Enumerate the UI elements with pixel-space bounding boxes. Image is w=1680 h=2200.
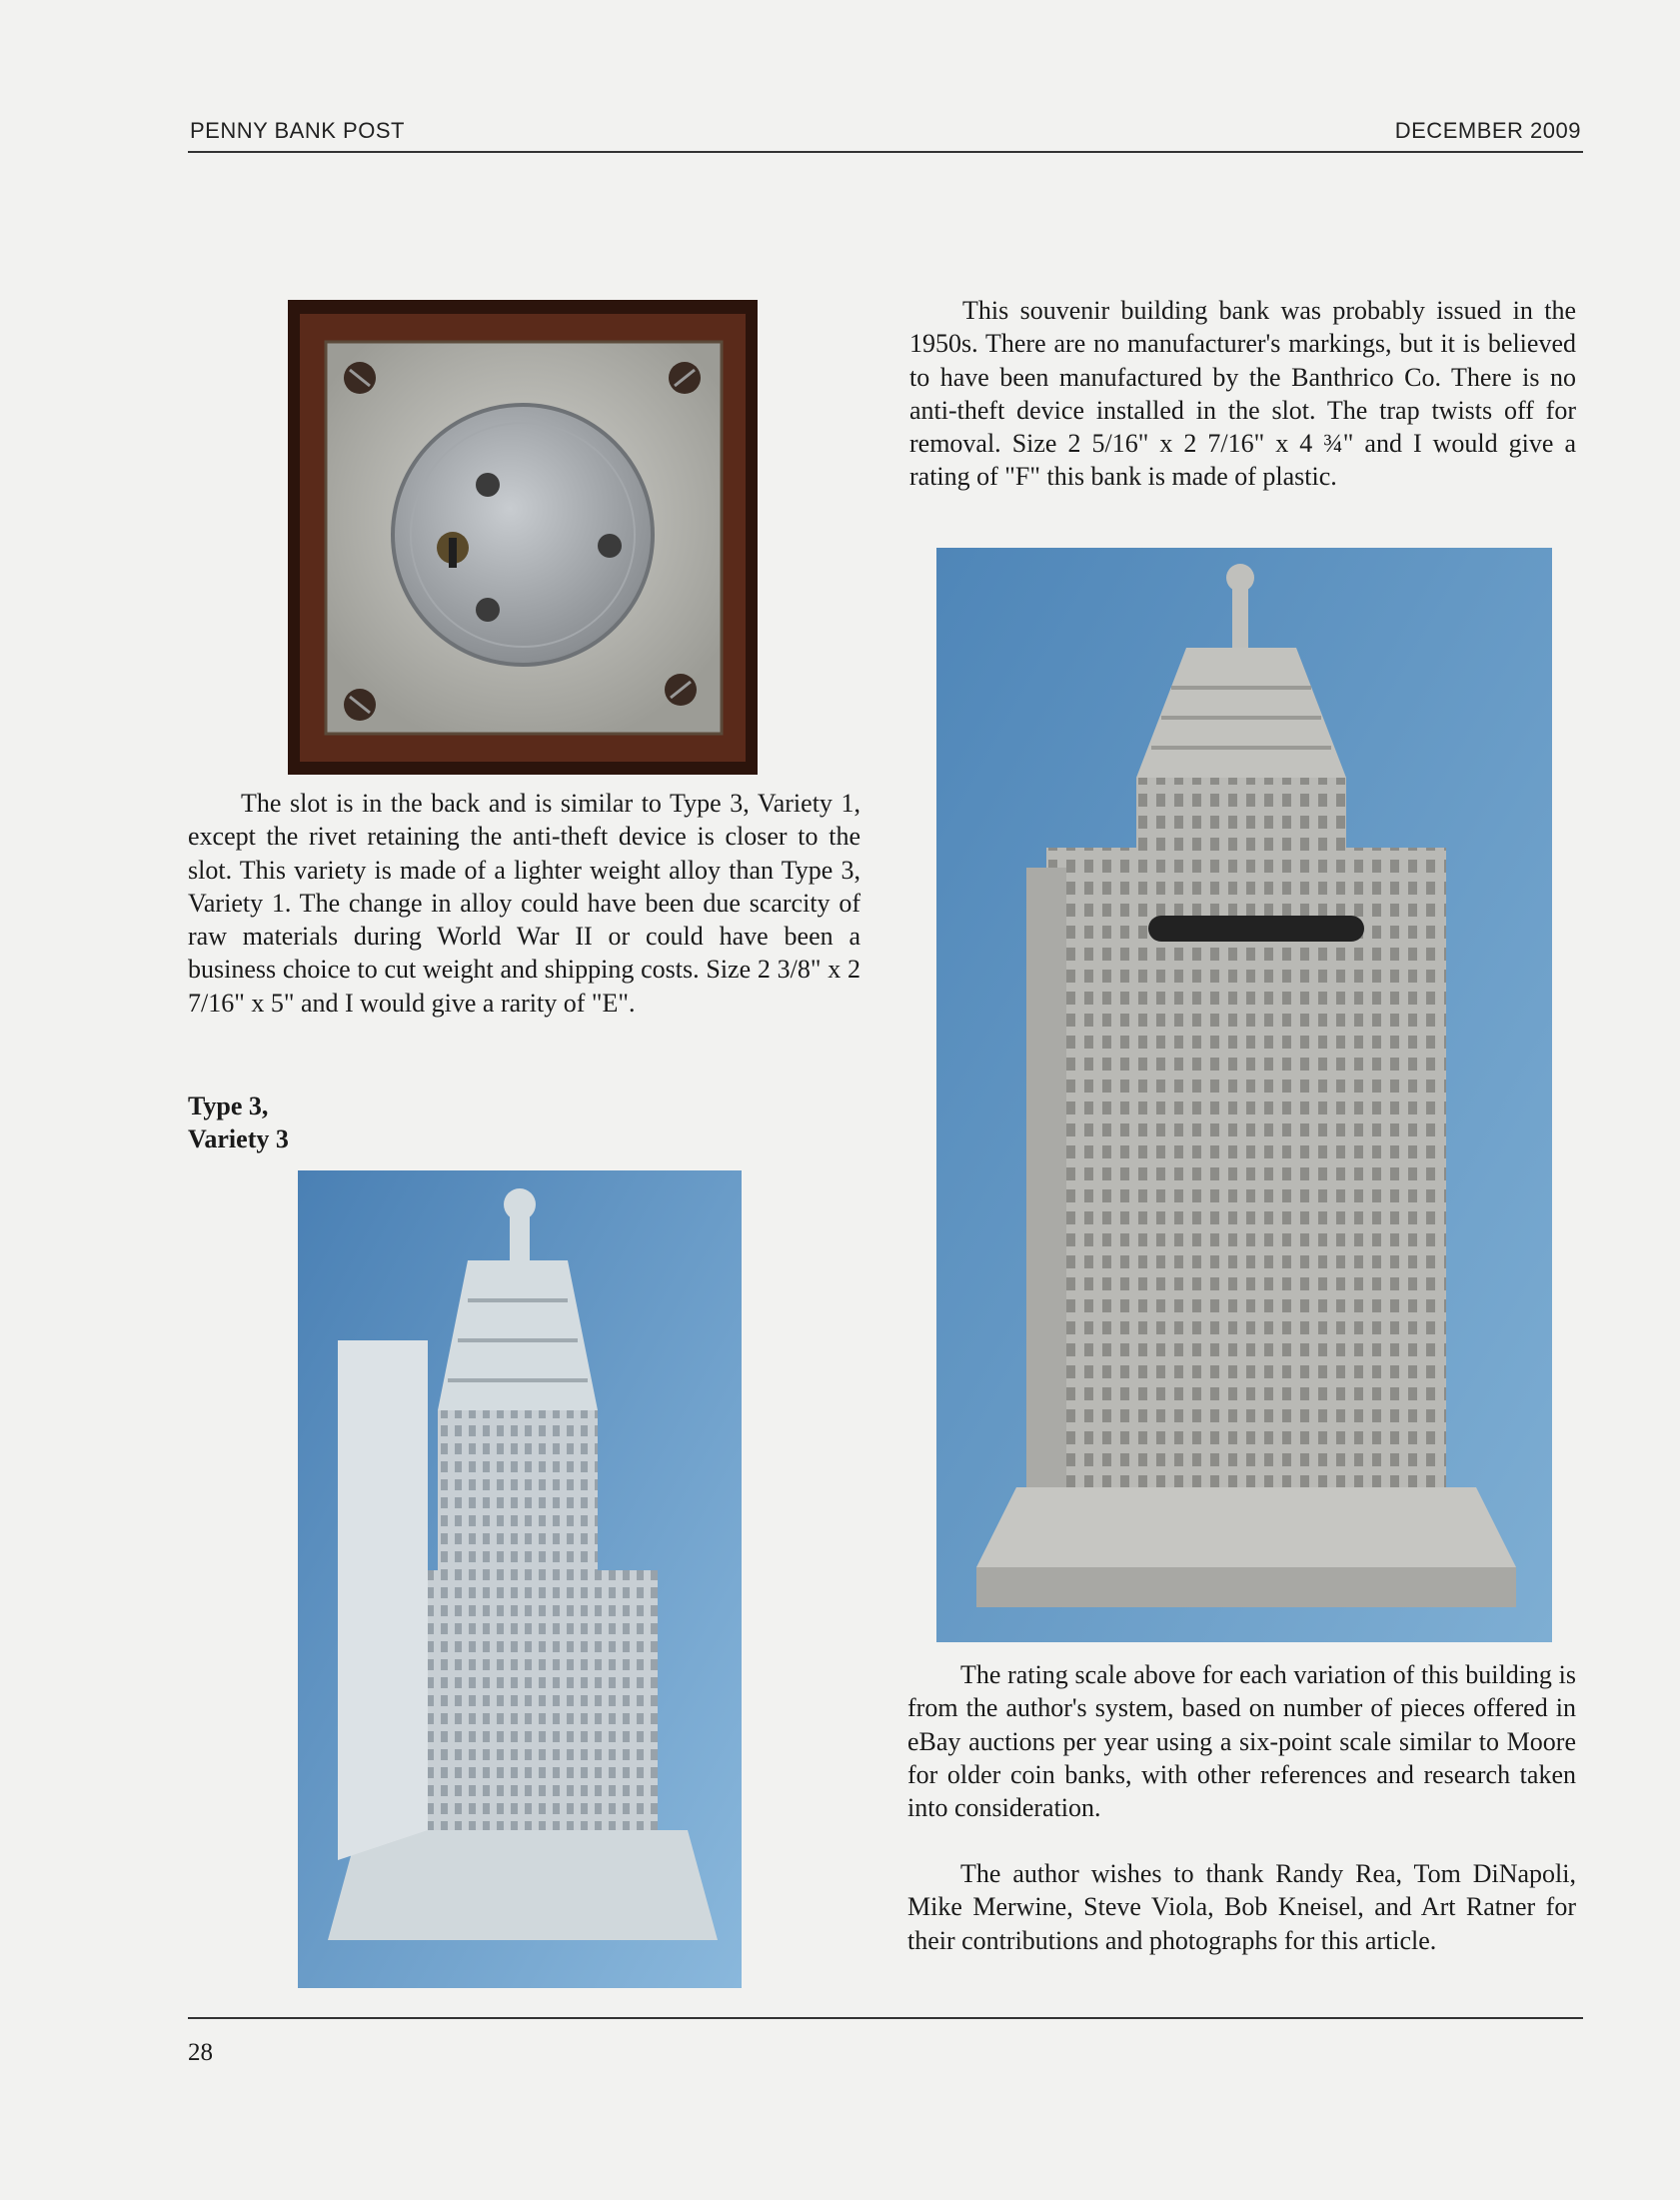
acknowledgements-paragraph: The author wishes to thank Randy Rea, Tom DiNapoli, Mike Merwine, Steve Viola, Bob Kneisel, and Art Ratner for their contributions and photographs for this article. xyxy=(907,1859,1576,1955)
subheading-variety: Variety 3 xyxy=(188,1124,289,1153)
publication-title: PENNY BANK POST xyxy=(190,118,405,143)
type3-variety3-bank-photo xyxy=(298,1170,742,1988)
footer-divider xyxy=(188,2017,1583,2019)
slot-description-paragraph: The slot is in the back and is similar to Type 3, Variety 1, except the rivet retaining the anti-theft device is closer to the slot. This variety is made of a lighter weight alloy than Type 3, Variety 1. The change in alloy could have been due scarcity of raw materials during World War II or could have been a business choice to cut weight and shipping costs. Size 2 3/8" x 2 7/16" x 5" and I would give a rarity of "E". xyxy=(188,789,860,1018)
type-variety-heading xyxy=(188,1090,289,1155)
rating-scale-paragraph: The rating scale above for each variation of this building is from the author's system, based on number of pieces offered in eBay auctions per year using a six-point scale similar to Moore for older coin banks, with other references and research taken into consideration. xyxy=(907,1660,1576,1823)
subheading-type: Type 3, xyxy=(188,1092,269,1120)
header-divider xyxy=(188,151,1583,153)
issue-date: DECEMBER 2009 xyxy=(1394,118,1581,143)
page-number: 28 xyxy=(188,2039,213,2066)
souvenir-bank-paragraph: This souvenir building bank was probably issued in the 1950s. There are no manufacturer's markings, but it is believed to have been manufactured by the Banthrico Co. There is no anti-theft device installed in the slot. The trap twists off for removal. Size 2 5/16" x 2 7/16" x 4 ¾" and I would give a rating of "F" this bank is made of plastic. xyxy=(909,296,1576,492)
bank-bottom-photo xyxy=(288,300,758,775)
plastic-building-bank-photo xyxy=(936,548,1552,1642)
